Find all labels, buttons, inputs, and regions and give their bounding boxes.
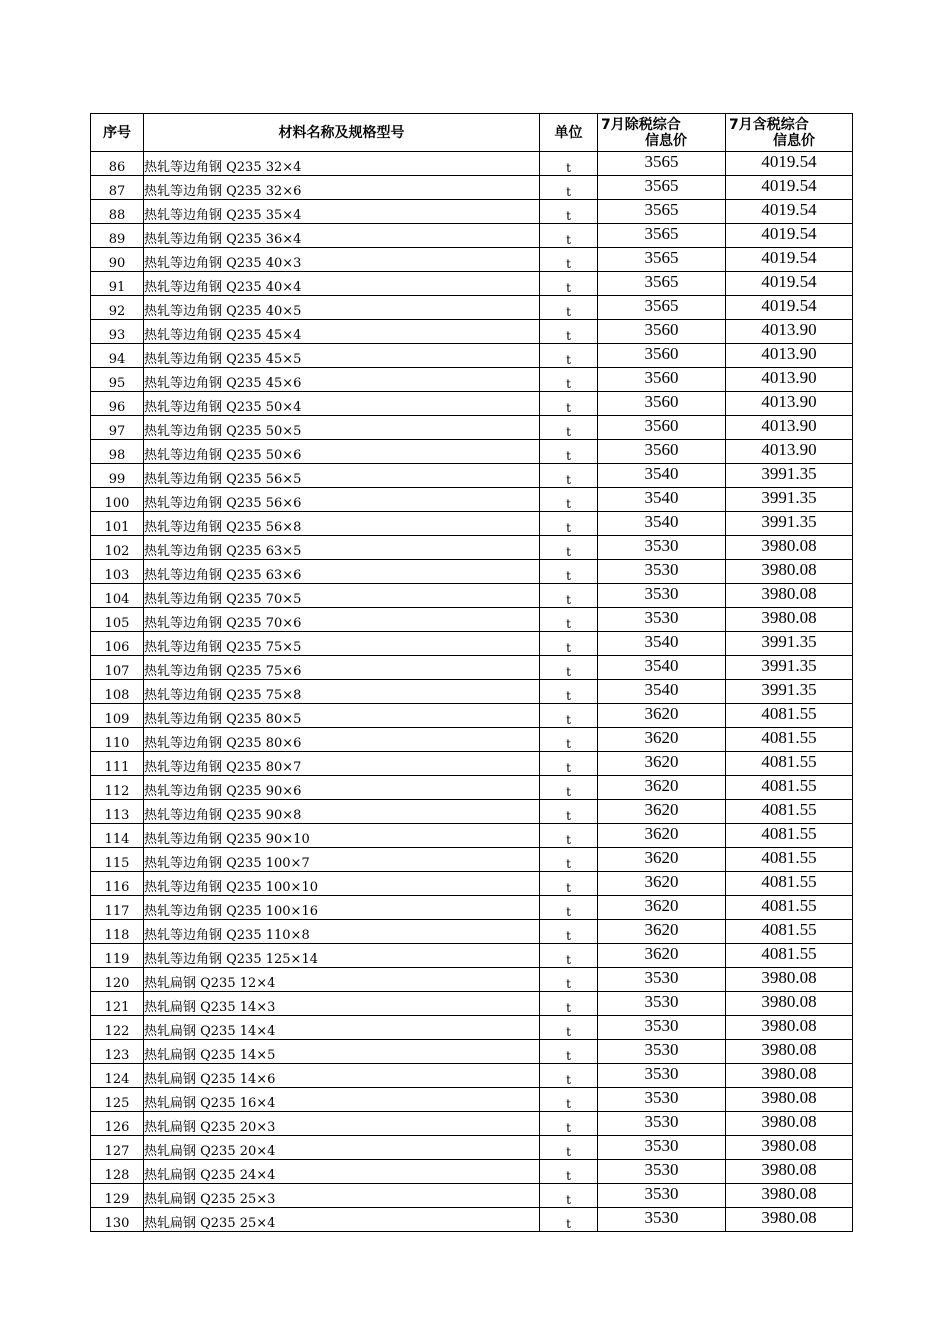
cell-price-ex-tax: 3530 xyxy=(598,1160,726,1184)
cell-material-name: 热轧等边角钢 Q235 32×4 xyxy=(144,152,540,176)
table-row xyxy=(91,776,853,800)
cell-material-name: 热轧扁钢 Q235 14×5 xyxy=(144,1040,540,1064)
cell-unit: t xyxy=(540,488,598,512)
cell-price-ex-tax: 3560 xyxy=(598,416,726,440)
cell-seq: 117 xyxy=(91,896,144,920)
cell-price-ex-tax: 3620 xyxy=(598,728,726,752)
cell-seq: 89 xyxy=(91,224,144,248)
cell-seq: 129 xyxy=(91,1184,144,1208)
cell-material-name: 热轧等边角钢 Q235 36×4 xyxy=(144,224,540,248)
cell-unit: t xyxy=(540,224,598,248)
cell-price-inc-tax: 3991.35 xyxy=(726,680,853,704)
cell-seq: 94 xyxy=(91,344,144,368)
cell-seq: 102 xyxy=(91,536,144,560)
cell-price-ex-tax: 3620 xyxy=(598,776,726,800)
cell-price-ex-tax: 3560 xyxy=(598,368,726,392)
cell-material-name: 热轧扁钢 Q235 14×3 xyxy=(144,992,540,1016)
table-row xyxy=(91,872,853,896)
price-table xyxy=(90,113,853,1232)
cell-seq: 127 xyxy=(91,1136,144,1160)
table-row xyxy=(91,1112,853,1136)
cell-unit: t xyxy=(540,200,598,224)
cell-price-ex-tax: 3565 xyxy=(598,272,726,296)
cell-price-ex-tax: 3560 xyxy=(598,392,726,416)
cell-material-name: 热轧等边角钢 Q235 50×4 xyxy=(144,392,540,416)
cell-unit: t xyxy=(540,392,598,416)
cell-price-ex-tax: 3560 xyxy=(598,320,726,344)
cell-price-inc-tax: 4081.55 xyxy=(726,944,853,968)
cell-unit: t xyxy=(540,1064,598,1088)
header-seq: 序号 xyxy=(91,114,144,152)
table-row xyxy=(91,1088,853,1112)
cell-unit: t xyxy=(540,368,598,392)
cell-unit: t xyxy=(540,440,598,464)
cell-seq: 105 xyxy=(91,608,144,632)
cell-price-ex-tax: 3530 xyxy=(598,1088,726,1112)
cell-unit: t xyxy=(540,1016,598,1040)
table-row xyxy=(91,488,853,512)
cell-price-ex-tax: 3530 xyxy=(598,1208,726,1232)
table-row xyxy=(91,368,853,392)
cell-price-ex-tax: 3620 xyxy=(598,752,726,776)
cell-price-inc-tax: 3980.08 xyxy=(726,1112,853,1136)
cell-seq: 124 xyxy=(91,1064,144,1088)
cell-price-ex-tax: 3530 xyxy=(598,968,726,992)
cell-unit: t xyxy=(540,1208,598,1232)
cell-seq: 98 xyxy=(91,440,144,464)
cell-price-inc-tax: 4081.55 xyxy=(726,704,853,728)
cell-material-name: 热轧等边角钢 Q235 75×5 xyxy=(144,632,540,656)
cell-seq: 122 xyxy=(91,1016,144,1040)
cell-unit: t xyxy=(540,560,598,584)
cell-price-inc-tax: 4081.55 xyxy=(726,824,853,848)
cell-seq: 126 xyxy=(91,1112,144,1136)
cell-price-inc-tax: 4013.90 xyxy=(726,440,853,464)
cell-seq: 120 xyxy=(91,968,144,992)
cell-price-ex-tax: 3565 xyxy=(598,248,726,272)
cell-unit: t xyxy=(540,848,598,872)
cell-price-inc-tax: 3980.08 xyxy=(726,1040,853,1064)
cell-seq: 125 xyxy=(91,1088,144,1112)
cell-material-name: 热轧等边角钢 Q235 90×10 xyxy=(144,824,540,848)
cell-seq: 116 xyxy=(91,872,144,896)
cell-price-ex-tax: 3565 xyxy=(598,200,726,224)
cell-price-inc-tax: 3980.08 xyxy=(726,1016,853,1040)
table-row xyxy=(91,992,853,1016)
cell-seq: 90 xyxy=(91,248,144,272)
cell-unit: t xyxy=(540,704,598,728)
table-row xyxy=(91,224,853,248)
cell-price-ex-tax: 3560 xyxy=(598,440,726,464)
cell-material-name: 热轧等边角钢 Q235 32×6 xyxy=(144,176,540,200)
cell-price-ex-tax: 3530 xyxy=(598,1136,726,1160)
cell-price-ex-tax: 3540 xyxy=(598,488,726,512)
cell-unit: t xyxy=(540,320,598,344)
cell-unit: t xyxy=(540,608,598,632)
cell-material-name: 热轧等边角钢 Q235 70×5 xyxy=(144,584,540,608)
cell-unit: t xyxy=(540,1040,598,1064)
cell-price-inc-tax: 4013.90 xyxy=(726,392,853,416)
table-row xyxy=(91,152,853,176)
cell-price-inc-tax: 3980.08 xyxy=(726,992,853,1016)
cell-price-ex-tax: 3540 xyxy=(598,632,726,656)
table-row xyxy=(91,1040,853,1064)
cell-price-inc-tax: 4081.55 xyxy=(726,752,853,776)
table-row xyxy=(91,632,853,656)
cell-price-inc-tax: 3991.35 xyxy=(726,464,853,488)
cell-unit: t xyxy=(540,536,598,560)
cell-material-name: 热轧扁钢 Q235 25×4 xyxy=(144,1208,540,1232)
cell-material-name: 热轧等边角钢 Q235 80×6 xyxy=(144,728,540,752)
cell-price-inc-tax: 3991.35 xyxy=(726,656,853,680)
cell-seq: 114 xyxy=(91,824,144,848)
cell-material-name: 热轧扁钢 Q235 12×4 xyxy=(144,968,540,992)
cell-price-ex-tax: 3540 xyxy=(598,656,726,680)
table-body xyxy=(91,152,853,1232)
cell-unit: t xyxy=(540,296,598,320)
cell-unit: t xyxy=(540,248,598,272)
cell-price-ex-tax: 3620 xyxy=(598,896,726,920)
cell-material-name: 热轧等边角钢 Q235 75×6 xyxy=(144,656,540,680)
cell-seq: 96 xyxy=(91,392,144,416)
cell-price-inc-tax: 3991.35 xyxy=(726,512,853,536)
cell-price-inc-tax: 4019.54 xyxy=(726,224,853,248)
cell-material-name: 热轧等边角钢 Q235 100×7 xyxy=(144,848,540,872)
table-row xyxy=(91,584,853,608)
cell-price-inc-tax: 4013.90 xyxy=(726,320,853,344)
cell-material-name: 热轧等边角钢 Q235 75×8 xyxy=(144,680,540,704)
cell-material-name: 热轧等边角钢 Q235 56×6 xyxy=(144,488,540,512)
cell-material-name: 热轧等边角钢 Q235 35×4 xyxy=(144,200,540,224)
table-row xyxy=(91,1208,853,1232)
cell-seq: 110 xyxy=(91,728,144,752)
cell-unit: t xyxy=(540,944,598,968)
cell-price-inc-tax: 4019.54 xyxy=(726,272,853,296)
cell-price-ex-tax: 3620 xyxy=(598,704,726,728)
cell-material-name: 热轧扁钢 Q235 24×4 xyxy=(144,1160,540,1184)
cell-seq: 88 xyxy=(91,200,144,224)
cell-material-name: 热轧扁钢 Q235 25×3 xyxy=(144,1184,540,1208)
cell-seq: 123 xyxy=(91,1040,144,1064)
cell-price-ex-tax: 3530 xyxy=(598,1016,726,1040)
cell-seq: 91 xyxy=(91,272,144,296)
cell-material-name: 热轧等边角钢 Q235 50×6 xyxy=(144,440,540,464)
cell-material-name: 热轧扁钢 Q235 16×4 xyxy=(144,1088,540,1112)
cell-material-name: 热轧等边角钢 Q235 40×4 xyxy=(144,272,540,296)
cell-material-name: 热轧等边角钢 Q235 90×6 xyxy=(144,776,540,800)
cell-unit: t xyxy=(540,920,598,944)
cell-price-inc-tax: 3980.08 xyxy=(726,1160,853,1184)
cell-unit: t xyxy=(540,632,598,656)
cell-material-name: 热轧扁钢 Q235 14×6 xyxy=(144,1064,540,1088)
table-row xyxy=(91,824,853,848)
table-row xyxy=(91,656,853,680)
cell-unit: t xyxy=(540,1112,598,1136)
cell-material-name: 热轧等边角钢 Q235 125×14 xyxy=(144,944,540,968)
cell-seq: 128 xyxy=(91,1160,144,1184)
header-unit: 单位 xyxy=(540,114,598,152)
cell-material-name: 热轧等边角钢 Q235 56×5 xyxy=(144,464,540,488)
cell-unit: t xyxy=(540,1088,598,1112)
cell-price-ex-tax: 3620 xyxy=(598,920,726,944)
cell-price-inc-tax: 4019.54 xyxy=(726,176,853,200)
cell-price-ex-tax: 3620 xyxy=(598,800,726,824)
cell-price-ex-tax: 3530 xyxy=(598,1040,726,1064)
cell-material-name: 热轧等边角钢 Q235 45×5 xyxy=(144,344,540,368)
table-row xyxy=(91,320,853,344)
table-row xyxy=(91,440,853,464)
cell-price-inc-tax: 4081.55 xyxy=(726,800,853,824)
cell-price-inc-tax: 3980.08 xyxy=(726,1136,853,1160)
cell-price-inc-tax: 3980.08 xyxy=(726,536,853,560)
cell-price-inc-tax: 4081.55 xyxy=(726,896,853,920)
cell-seq: 112 xyxy=(91,776,144,800)
cell-price-inc-tax: 4081.55 xyxy=(726,728,853,752)
cell-price-inc-tax: 4019.54 xyxy=(726,200,853,224)
cell-seq: 87 xyxy=(91,176,144,200)
cell-price-ex-tax: 3540 xyxy=(598,512,726,536)
cell-unit: t xyxy=(540,512,598,536)
table-row xyxy=(91,896,853,920)
table-row xyxy=(91,296,853,320)
table-row xyxy=(91,200,853,224)
cell-price-inc-tax: 4019.54 xyxy=(726,248,853,272)
cell-material-name: 热轧等边角钢 Q235 63×5 xyxy=(144,536,540,560)
table-row xyxy=(91,920,853,944)
cell-price-inc-tax: 3991.35 xyxy=(726,632,853,656)
cell-unit: t xyxy=(540,272,598,296)
cell-price-ex-tax: 3560 xyxy=(598,344,726,368)
cell-unit: t xyxy=(540,1160,598,1184)
cell-material-name: 热轧等边角钢 Q235 80×7 xyxy=(144,752,540,776)
cell-seq: 119 xyxy=(91,944,144,968)
cell-material-name: 热轧等边角钢 Q235 63×6 xyxy=(144,560,540,584)
table-row xyxy=(91,512,853,536)
cell-price-inc-tax: 4081.55 xyxy=(726,776,853,800)
cell-price-ex-tax: 3540 xyxy=(598,464,726,488)
cell-price-ex-tax: 3565 xyxy=(598,224,726,248)
cell-seq: 113 xyxy=(91,800,144,824)
table-row xyxy=(91,944,853,968)
cell-price-inc-tax: 4081.55 xyxy=(726,848,853,872)
cell-seq: 104 xyxy=(91,584,144,608)
cell-material-name: 热轧扁钢 Q235 20×3 xyxy=(144,1112,540,1136)
table-row xyxy=(91,1160,853,1184)
cell-price-ex-tax: 3530 xyxy=(598,1184,726,1208)
cell-price-inc-tax: 3980.08 xyxy=(726,1064,853,1088)
table-row xyxy=(91,560,853,584)
cell-unit: t xyxy=(540,824,598,848)
table-row xyxy=(91,968,853,992)
table-row xyxy=(91,344,853,368)
cell-unit: t xyxy=(540,800,598,824)
cell-price-inc-tax: 4081.55 xyxy=(726,872,853,896)
cell-price-ex-tax: 3565 xyxy=(598,152,726,176)
cell-unit: t xyxy=(540,464,598,488)
cell-price-ex-tax: 3530 xyxy=(598,536,726,560)
cell-price-ex-tax: 3620 xyxy=(598,848,726,872)
table-row xyxy=(91,848,853,872)
cell-price-inc-tax: 3980.08 xyxy=(726,1088,853,1112)
cell-seq: 93 xyxy=(91,320,144,344)
cell-price-ex-tax: 3530 xyxy=(598,584,726,608)
cell-seq: 130 xyxy=(91,1208,144,1232)
cell-price-ex-tax: 3530 xyxy=(598,1112,726,1136)
cell-unit: t xyxy=(540,344,598,368)
table-row xyxy=(91,1064,853,1088)
table-row xyxy=(91,1016,853,1040)
header-price-ex-tax xyxy=(598,114,726,152)
table-row xyxy=(91,608,853,632)
cell-price-inc-tax: 3980.08 xyxy=(726,1184,853,1208)
cell-unit: t xyxy=(540,968,598,992)
cell-seq: 99 xyxy=(91,464,144,488)
cell-material-name: 热轧等边角钢 Q235 70×6 xyxy=(144,608,540,632)
cell-unit: t xyxy=(540,1136,598,1160)
cell-price-ex-tax: 3565 xyxy=(598,296,726,320)
cell-seq: 103 xyxy=(91,560,144,584)
cell-material-name: 热轧等边角钢 Q235 40×3 xyxy=(144,248,540,272)
cell-price-inc-tax: 4013.90 xyxy=(726,416,853,440)
cell-unit: t xyxy=(540,584,598,608)
cell-price-ex-tax: 3530 xyxy=(598,560,726,584)
cell-seq: 111 xyxy=(91,752,144,776)
cell-unit: t xyxy=(540,728,598,752)
header-price-inc-tax-line2: 信息价 xyxy=(773,132,815,149)
cell-material-name: 热轧等边角钢 Q235 100×16 xyxy=(144,896,540,920)
cell-unit: t xyxy=(540,656,598,680)
table-row xyxy=(91,176,853,200)
cell-material-name: 热轧等边角钢 Q235 45×4 xyxy=(144,320,540,344)
cell-price-inc-tax: 3980.08 xyxy=(726,1208,853,1232)
cell-seq: 109 xyxy=(91,704,144,728)
cell-price-ex-tax: 3565 xyxy=(598,176,726,200)
cell-price-ex-tax: 3620 xyxy=(598,944,726,968)
cell-seq: 115 xyxy=(91,848,144,872)
cell-price-inc-tax: 4019.54 xyxy=(726,152,853,176)
cell-unit: t xyxy=(540,752,598,776)
header-price-inc-tax-line1: 7月含税综合 xyxy=(729,116,809,133)
cell-unit: t xyxy=(540,896,598,920)
cell-seq: 108 xyxy=(91,680,144,704)
cell-price-inc-tax: 3980.08 xyxy=(726,560,853,584)
cell-material-name: 热轧等边角钢 Q235 110×8 xyxy=(144,920,540,944)
header-name: 材料名称及规格型号 xyxy=(144,114,540,152)
cell-unit: t xyxy=(540,1184,598,1208)
cell-price-inc-tax: 3980.08 xyxy=(726,584,853,608)
cell-unit: t xyxy=(540,680,598,704)
table-row xyxy=(91,704,853,728)
cell-price-inc-tax: 4013.90 xyxy=(726,368,853,392)
cell-material-name: 热轧等边角钢 Q235 80×5 xyxy=(144,704,540,728)
header-price-ex-tax-line1: 7月除税综合 xyxy=(601,116,681,133)
cell-seq: 101 xyxy=(91,512,144,536)
table-row xyxy=(91,800,853,824)
cell-price-inc-tax: 3991.35 xyxy=(726,488,853,512)
table-row xyxy=(91,248,853,272)
table-row xyxy=(91,272,853,296)
table-row xyxy=(91,464,853,488)
cell-unit: t xyxy=(540,872,598,896)
table-row xyxy=(91,728,853,752)
header-price-inc-tax xyxy=(726,114,853,152)
table-row xyxy=(91,1184,853,1208)
cell-unit: t xyxy=(540,416,598,440)
cell-price-inc-tax: 3980.08 xyxy=(726,608,853,632)
cell-seq: 97 xyxy=(91,416,144,440)
cell-seq: 121 xyxy=(91,992,144,1016)
cell-price-inc-tax: 4013.90 xyxy=(726,344,853,368)
cell-price-ex-tax: 3530 xyxy=(598,608,726,632)
cell-material-name: 热轧等边角钢 Q235 50×5 xyxy=(144,416,540,440)
cell-material-name: 热轧扁钢 Q235 20×4 xyxy=(144,1136,540,1160)
cell-seq: 86 xyxy=(91,152,144,176)
cell-unit: t xyxy=(540,992,598,1016)
cell-material-name: 热轧等边角钢 Q235 40×5 xyxy=(144,296,540,320)
cell-material-name: 热轧扁钢 Q235 14×4 xyxy=(144,1016,540,1040)
table-row xyxy=(91,752,853,776)
cell-seq: 95 xyxy=(91,368,144,392)
cell-price-inc-tax: 4019.54 xyxy=(726,296,853,320)
cell-seq: 107 xyxy=(91,656,144,680)
cell-price-inc-tax: 3980.08 xyxy=(726,968,853,992)
table-row xyxy=(91,1136,853,1160)
cell-seq: 118 xyxy=(91,920,144,944)
cell-material-name: 热轧等边角钢 Q235 45×6 xyxy=(144,368,540,392)
cell-seq: 106 xyxy=(91,632,144,656)
cell-price-ex-tax: 3620 xyxy=(598,872,726,896)
cell-material-name: 热轧等边角钢 Q235 56×8 xyxy=(144,512,540,536)
cell-price-inc-tax: 4081.55 xyxy=(726,920,853,944)
table-row xyxy=(91,416,853,440)
cell-seq: 92 xyxy=(91,296,144,320)
cell-unit: t xyxy=(540,152,598,176)
header-row xyxy=(91,114,853,152)
table-row xyxy=(91,536,853,560)
cell-unit: t xyxy=(540,176,598,200)
table-row xyxy=(91,392,853,416)
cell-price-ex-tax: 3530 xyxy=(598,1064,726,1088)
cell-price-ex-tax: 3540 xyxy=(598,680,726,704)
cell-price-ex-tax: 3620 xyxy=(598,824,726,848)
cell-material-name: 热轧等边角钢 Q235 100×10 xyxy=(144,872,540,896)
cell-seq: 100 xyxy=(91,488,144,512)
cell-unit: t xyxy=(540,776,598,800)
cell-material-name: 热轧等边角钢 Q235 90×8 xyxy=(144,800,540,824)
table-row xyxy=(91,680,853,704)
header-price-ex-tax-line2: 信息价 xyxy=(645,132,687,149)
cell-price-ex-tax: 3530 xyxy=(598,992,726,1016)
